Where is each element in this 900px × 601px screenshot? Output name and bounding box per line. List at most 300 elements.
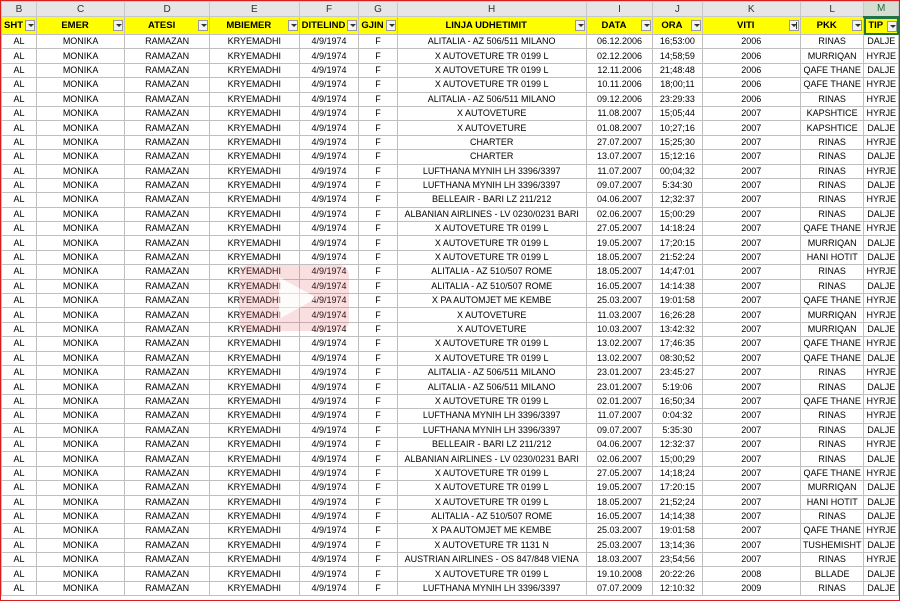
table-cell[interactable]: F	[359, 423, 397, 437]
table-cell[interactable]: 4/9/1974	[299, 495, 359, 509]
table-cell[interactable]: AL	[2, 337, 37, 351]
table-cell[interactable]: AL	[2, 135, 37, 149]
table-cell[interactable]: 4/9/1974	[299, 164, 359, 178]
table-cell[interactable]: AL	[2, 164, 37, 178]
table-cell[interactable]: KRYEMADHI	[210, 322, 300, 336]
table-cell[interactable]: F	[359, 92, 397, 106]
table-cell[interactable]: AL	[2, 222, 37, 236]
table-cell[interactable]: 4/9/1974	[299, 365, 359, 379]
table-cell[interactable]: 2006	[702, 49, 800, 63]
table-cell[interactable]: 4/9/1974	[299, 178, 359, 192]
table-cell[interactable]: KRYEMADHI	[210, 193, 300, 207]
table-cell[interactable]: 11.08.2007	[586, 106, 653, 120]
table-cell[interactable]: QAFE THANE	[800, 222, 864, 236]
table-cell[interactable]: 4/9/1974	[299, 49, 359, 63]
table-cell[interactable]: ALITALIA - AZ 510/507 ROME	[397, 265, 586, 279]
table-cell[interactable]: 2007	[702, 178, 800, 192]
table-cell[interactable]: 13.02.2007	[586, 337, 653, 351]
table-cell[interactable]: F	[359, 337, 397, 351]
table-cell[interactable]: KRYEMADHI	[210, 509, 300, 523]
table-cell[interactable]: RAMAZAN	[125, 495, 210, 509]
table-cell[interactable]: 16.05.2007	[586, 509, 653, 523]
table-cell[interactable]: KRYEMADHI	[210, 178, 300, 192]
table-cell[interactable]: X PA AUTOMJET ME KEMBE	[397, 294, 586, 308]
header-cell[interactable]	[702, 17, 800, 35]
table-cell[interactable]: AL	[2, 265, 37, 279]
table-cell[interactable]: 14:14:38	[653, 279, 702, 293]
table-cell[interactable]: AL	[2, 78, 37, 92]
table-cell[interactable]: RAMAZAN	[125, 538, 210, 552]
filter-dropdown-icon[interactable]	[575, 20, 585, 31]
table-cell[interactable]: ALITALIA - AZ 506/511 MILANO	[397, 365, 586, 379]
table-cell[interactable]: MONIKA	[37, 265, 125, 279]
table-cell[interactable]: 04.06.2007	[586, 437, 653, 451]
table-cell[interactable]: 19.10.2008	[586, 567, 653, 581]
table-cell[interactable]: 12.11.2006	[586, 63, 653, 77]
table-cell[interactable]: HYRJE	[864, 164, 899, 178]
column-letter-k[interactable]: K	[702, 2, 800, 17]
table-cell[interactable]: MONIKA	[37, 49, 125, 63]
table-cell[interactable]: X AUTOVETURE TR 0199 L	[397, 481, 586, 495]
table-cell[interactable]: 02.06.2007	[586, 452, 653, 466]
table-cell[interactable]: F	[359, 409, 397, 423]
table-cell[interactable]: RAMAZAN	[125, 394, 210, 408]
table-cell[interactable]: F	[359, 567, 397, 581]
table-cell[interactable]: X AUTOVETURE TR 0199 L	[397, 466, 586, 480]
table-cell[interactable]: 2007	[702, 351, 800, 365]
table-cell[interactable]: MURRIQAN	[800, 481, 864, 495]
table-cell[interactable]: X AUTOVETURE TR 1131 N	[397, 538, 586, 552]
table-cell[interactable]: 11.07.2007	[586, 164, 653, 178]
table-cell[interactable]: F	[359, 524, 397, 538]
table-cell[interactable]: AL	[2, 193, 37, 207]
table-cell[interactable]: 18.05.2007	[586, 250, 653, 264]
table-cell[interactable]: KRYEMADHI	[210, 121, 300, 135]
table-cell[interactable]: DALJE	[864, 121, 899, 135]
table-cell[interactable]: F	[359, 63, 397, 77]
table-cell[interactable]: MONIKA	[37, 394, 125, 408]
table-cell[interactable]: F	[359, 495, 397, 509]
table-cell[interactable]: 27.05.2007	[586, 466, 653, 480]
table-cell[interactable]: RINAS	[800, 581, 864, 595]
sort-descending-filter-icon[interactable]	[789, 20, 799, 31]
table-cell[interactable]: 4/9/1974	[299, 466, 359, 480]
table-cell[interactable]: KRYEMADHI	[210, 35, 300, 49]
table-cell[interactable]: ALITALIA - AZ 510/507 ROME	[397, 509, 586, 523]
table-cell[interactable]: RAMAZAN	[125, 49, 210, 63]
table-cell[interactable]: 2006	[702, 35, 800, 49]
table-cell[interactable]: HYRJE	[864, 222, 899, 236]
table-cell[interactable]: AL	[2, 236, 37, 250]
table-cell[interactable]: 14;18;24	[653, 466, 702, 480]
table-cell[interactable]: F	[359, 265, 397, 279]
table-cell[interactable]: 4/9/1974	[299, 481, 359, 495]
column-letter-j[interactable]: J	[653, 2, 702, 17]
filter-dropdown-icon[interactable]	[25, 20, 35, 31]
table-cell[interactable]: 4/9/1974	[299, 452, 359, 466]
header-cell[interactable]	[125, 17, 210, 35]
table-cell[interactable]: 11.03.2007	[586, 308, 653, 322]
table-cell[interactable]: QAFE THANE	[800, 294, 864, 308]
table-cell[interactable]: 21;48:48	[653, 63, 702, 77]
table-cell[interactable]: 11.07.2007	[586, 409, 653, 423]
table-cell[interactable]: AL	[2, 394, 37, 408]
table-cell[interactable]: KRYEMADHI	[210, 495, 300, 509]
table-cell[interactable]: QAFE THANE	[800, 337, 864, 351]
table-cell[interactable]: MONIKA	[37, 294, 125, 308]
table-cell[interactable]: KRYEMADHI	[210, 279, 300, 293]
table-cell[interactable]: MONIKA	[37, 222, 125, 236]
table-cell[interactable]: KRYEMADHI	[210, 49, 300, 63]
table-cell[interactable]: 19:01:58	[653, 294, 702, 308]
table-cell[interactable]: 17;46:35	[653, 337, 702, 351]
table-cell[interactable]: 13.07.2007	[586, 150, 653, 164]
table-cell[interactable]: RAMAZAN	[125, 294, 210, 308]
table-cell[interactable]: X PA AUTOMJET ME KEMBE	[397, 524, 586, 538]
filter-dropdown-icon[interactable]	[887, 21, 897, 32]
table-cell[interactable]: 2007	[702, 193, 800, 207]
table-cell[interactable]: X AUTOVETURE TR 0199 L	[397, 49, 586, 63]
table-cell[interactable]: 2007	[702, 135, 800, 149]
table-cell[interactable]: DALJE	[864, 63, 899, 77]
column-letter-d[interactable]: D	[125, 2, 210, 17]
table-cell[interactable]: HYRJE	[864, 106, 899, 120]
table-cell[interactable]: MONIKA	[37, 135, 125, 149]
table-cell[interactable]: 17:20:15	[653, 481, 702, 495]
table-cell[interactable]: ALITALIA - AZ 506/511 MILANO	[397, 92, 586, 106]
table-cell[interactable]: DALJE	[864, 423, 899, 437]
table-cell[interactable]: 19.05.2007	[586, 481, 653, 495]
table-cell[interactable]: 4/9/1974	[299, 337, 359, 351]
table-cell[interactable]: F	[359, 121, 397, 135]
filter-dropdown-icon[interactable]	[852, 20, 862, 31]
table-cell[interactable]: F	[359, 509, 397, 523]
table-cell[interactable]: 2007	[702, 322, 800, 336]
table-cell[interactable]: 2007	[702, 495, 800, 509]
table-cell[interactable]: MONIKA	[37, 553, 125, 567]
table-cell[interactable]: X AUTOVETURE	[397, 308, 586, 322]
table-cell[interactable]: 4/9/1974	[299, 294, 359, 308]
table-cell[interactable]: F	[359, 279, 397, 293]
table-cell[interactable]: KRYEMADHI	[210, 222, 300, 236]
table-cell[interactable]: AL	[2, 63, 37, 77]
table-cell[interactable]: 4/9/1974	[299, 581, 359, 595]
table-cell[interactable]: 4/9/1974	[299, 35, 359, 49]
table-cell[interactable]: 13.02.2007	[586, 351, 653, 365]
table-cell[interactable]: DALJE	[864, 481, 899, 495]
table-cell[interactable]: 25.03.2007	[586, 524, 653, 538]
table-cell[interactable]: RAMAZAN	[125, 92, 210, 106]
table-cell[interactable]: 5:19:06	[653, 380, 702, 394]
table-cell[interactable]: 4/9/1974	[299, 437, 359, 451]
table-cell[interactable]: 2006	[702, 92, 800, 106]
table-cell[interactable]: X AUTOVETURE TR 0199 L	[397, 495, 586, 509]
table-cell[interactable]: KRYEMADHI	[210, 92, 300, 106]
table-cell[interactable]: KRYEMADHI	[210, 481, 300, 495]
filter-dropdown-icon[interactable]	[113, 20, 123, 31]
table-cell[interactable]: 21:52:24	[653, 250, 702, 264]
table-cell[interactable]: F	[359, 308, 397, 322]
table-cell[interactable]: AL	[2, 207, 37, 221]
table-cell[interactable]: 18.03.2007	[586, 553, 653, 567]
table-cell[interactable]: 02.12.2006	[586, 49, 653, 63]
table-cell[interactable]: MURRIQAN	[800, 308, 864, 322]
table-cell[interactable]: 2007	[702, 121, 800, 135]
table-cell[interactable]: DALJE	[864, 322, 899, 336]
table-cell[interactable]: RINAS	[800, 509, 864, 523]
table-cell[interactable]: RINAS	[800, 265, 864, 279]
table-cell[interactable]: 2007	[702, 164, 800, 178]
table-cell[interactable]: RAMAZAN	[125, 63, 210, 77]
table-cell[interactable]: MONIKA	[37, 308, 125, 322]
table-cell[interactable]: 5:35:30	[653, 423, 702, 437]
header-cell[interactable]	[586, 17, 653, 35]
header-cell[interactable]	[653, 17, 702, 35]
table-cell[interactable]: 4/9/1974	[299, 538, 359, 552]
table-cell[interactable]: MONIKA	[37, 524, 125, 538]
table-cell[interactable]: MONIKA	[37, 236, 125, 250]
table-cell[interactable]: AL	[2, 250, 37, 264]
table-cell[interactable]: 19.05.2007	[586, 236, 653, 250]
table-cell[interactable]: MONIKA	[37, 538, 125, 552]
table-cell[interactable]: MONIKA	[37, 279, 125, 293]
table-cell[interactable]: AL	[2, 437, 37, 451]
table-cell[interactable]: DALJE	[864, 380, 899, 394]
table-cell[interactable]: F	[359, 106, 397, 120]
table-cell[interactable]: KRYEMADHI	[210, 365, 300, 379]
table-cell[interactable]: KAPSHTICE	[800, 106, 864, 120]
table-cell[interactable]: HYRJE	[864, 394, 899, 408]
table-cell[interactable]: AL	[2, 581, 37, 595]
table-cell[interactable]: RAMAZAN	[125, 365, 210, 379]
table-cell[interactable]: 2007	[702, 423, 800, 437]
table-cell[interactable]: 2007	[702, 207, 800, 221]
table-cell[interactable]: RINAS	[800, 207, 864, 221]
table-cell[interactable]: RAMAZAN	[125, 380, 210, 394]
table-cell[interactable]: 2007	[702, 222, 800, 236]
table-cell[interactable]: KRYEMADHI	[210, 409, 300, 423]
table-cell[interactable]: 15;00;29	[653, 452, 702, 466]
table-cell[interactable]: TUSHEMISHT	[800, 538, 864, 552]
column-letter-i[interactable]: I	[586, 2, 653, 17]
table-cell[interactable]: KRYEMADHI	[210, 380, 300, 394]
table-cell[interactable]: LUFTHANA MYNIH LH 3396/3397	[397, 423, 586, 437]
table-cell[interactable]: MONIKA	[37, 466, 125, 480]
table-cell[interactable]: 4/9/1974	[299, 193, 359, 207]
table-cell[interactable]: 16;26:28	[653, 308, 702, 322]
table-cell[interactable]: KRYEMADHI	[210, 466, 300, 480]
table-cell[interactable]: DALJE	[864, 279, 899, 293]
table-cell[interactable]: MURRIQAN	[800, 322, 864, 336]
table-cell[interactable]: X AUTOVETURE TR 0199 L	[397, 63, 586, 77]
table-cell[interactable]: AL	[2, 452, 37, 466]
table-cell[interactable]: HYRJE	[864, 553, 899, 567]
table-cell[interactable]: 4/9/1974	[299, 279, 359, 293]
table-cell[interactable]: MONIKA	[37, 581, 125, 595]
table-cell[interactable]: LUFTHANA MYNIH LH 3396/3397	[397, 178, 586, 192]
table-cell[interactable]: MONIKA	[37, 150, 125, 164]
table-cell[interactable]: AL	[2, 365, 37, 379]
table-cell[interactable]: HYRJE	[864, 49, 899, 63]
table-cell[interactable]: 18;00;11	[653, 78, 702, 92]
table-cell[interactable]: BLLADE	[800, 567, 864, 581]
table-cell[interactable]: 15;25;30	[653, 135, 702, 149]
table-cell[interactable]: MONIKA	[37, 63, 125, 77]
table-cell[interactable]: DALJE	[864, 250, 899, 264]
table-cell[interactable]: 15;00:29	[653, 207, 702, 221]
table-cell[interactable]: RAMAZAN	[125, 481, 210, 495]
table-cell[interactable]: X AUTOVETURE	[397, 121, 586, 135]
table-cell[interactable]: RINAS	[800, 380, 864, 394]
table-cell[interactable]: F	[359, 538, 397, 552]
table-cell[interactable]: 19:01:58	[653, 524, 702, 538]
table-cell[interactable]: DALJE	[864, 351, 899, 365]
table-cell[interactable]: 4/9/1974	[299, 553, 359, 567]
table-cell[interactable]: AL	[2, 150, 37, 164]
table-cell[interactable]: AL	[2, 524, 37, 538]
table-cell[interactable]: HYRJE	[864, 524, 899, 538]
table-cell[interactable]: 06.12.2006	[586, 35, 653, 49]
table-cell[interactable]: 16.05.2007	[586, 279, 653, 293]
table-cell[interactable]: HANI HOTIT	[800, 250, 864, 264]
table-cell[interactable]: RAMAZAN	[125, 222, 210, 236]
table-cell[interactable]: F	[359, 222, 397, 236]
table-cell[interactable]: ALBANIAN AIRLINES - LV 0230/0231 BARI	[397, 452, 586, 466]
table-cell[interactable]: 12:32:37	[653, 437, 702, 451]
table-cell[interactable]: RAMAZAN	[125, 193, 210, 207]
table-cell[interactable]: KRYEMADHI	[210, 164, 300, 178]
table-cell[interactable]: KRYEMADHI	[210, 567, 300, 581]
table-cell[interactable]: RINAS	[800, 437, 864, 451]
table-cell[interactable]: KRYEMADHI	[210, 150, 300, 164]
filter-dropdown-icon[interactable]	[691, 20, 701, 31]
table-cell[interactable]: MONIKA	[37, 437, 125, 451]
table-cell[interactable]: RINAS	[800, 553, 864, 567]
table-cell[interactable]: 2007	[702, 365, 800, 379]
table-cell[interactable]: KRYEMADHI	[210, 452, 300, 466]
table-cell[interactable]: 2006	[702, 78, 800, 92]
table-cell[interactable]: 21;52;24	[653, 495, 702, 509]
table-cell[interactable]: 09.07.2007	[586, 178, 653, 192]
table-cell[interactable]: BELLEAIR - BARI LZ 211/212	[397, 437, 586, 451]
table-cell[interactable]: MONIKA	[37, 351, 125, 365]
table-cell[interactable]: MONIKA	[37, 380, 125, 394]
column-letter-h[interactable]: H	[397, 2, 586, 17]
table-cell[interactable]: F	[359, 150, 397, 164]
table-cell[interactable]: F	[359, 553, 397, 567]
table-cell[interactable]: 27.07.2007	[586, 135, 653, 149]
table-cell[interactable]: RAMAZAN	[125, 236, 210, 250]
table-cell[interactable]: AL	[2, 481, 37, 495]
table-cell[interactable]: QAFE THANE	[800, 466, 864, 480]
table-cell[interactable]: 17;20:15	[653, 236, 702, 250]
table-cell[interactable]: 2007	[702, 481, 800, 495]
table-cell[interactable]: 4/9/1974	[299, 409, 359, 423]
table-cell[interactable]: 2007	[702, 409, 800, 423]
table-cell[interactable]: 25.03.2007	[586, 294, 653, 308]
table-cell[interactable]: DALJE	[864, 452, 899, 466]
table-cell[interactable]: 02.01.2007	[586, 394, 653, 408]
table-cell[interactable]: MONIKA	[37, 409, 125, 423]
table-cell[interactable]: RAMAZAN	[125, 78, 210, 92]
column-letter-f[interactable]: F	[299, 2, 359, 17]
table-cell[interactable]: 2007	[702, 308, 800, 322]
table-cell[interactable]: LUFTHANA MYNIH LH 3396/3397	[397, 409, 586, 423]
table-cell[interactable]: HYRJE	[864, 337, 899, 351]
table-cell[interactable]: 4/9/1974	[299, 308, 359, 322]
table-cell[interactable]: RINAS	[800, 164, 864, 178]
table-cell[interactable]: BELLEAIR - BARI LZ 211/212	[397, 193, 586, 207]
table-cell[interactable]: KRYEMADHI	[210, 437, 300, 451]
table-cell[interactable]: MONIKA	[37, 509, 125, 523]
table-cell[interactable]: F	[359, 322, 397, 336]
table-cell[interactable]: RAMAZAN	[125, 509, 210, 523]
table-cell[interactable]: F	[359, 452, 397, 466]
header-cell[interactable]	[397, 17, 586, 35]
table-cell[interactable]: AL	[2, 423, 37, 437]
table-cell[interactable]: LUFTHANA MYNIH LH 3396/3397	[397, 581, 586, 595]
table-cell[interactable]: RAMAZAN	[125, 207, 210, 221]
table-cell[interactable]: MONIKA	[37, 365, 125, 379]
table-cell[interactable]: CHARTER	[397, 135, 586, 149]
table-cell[interactable]: 18.05.2007	[586, 265, 653, 279]
table-cell[interactable]: MONIKA	[37, 164, 125, 178]
table-cell[interactable]: AL	[2, 351, 37, 365]
table-cell[interactable]: AL	[2, 409, 37, 423]
table-cell[interactable]: 04.06.2007	[586, 193, 653, 207]
table-cell[interactable]: F	[359, 394, 397, 408]
table-cell[interactable]: AL	[2, 35, 37, 49]
table-cell[interactable]: 2008	[702, 567, 800, 581]
table-cell[interactable]: RAMAZAN	[125, 409, 210, 423]
table-cell[interactable]: KRYEMADHI	[210, 553, 300, 567]
table-cell[interactable]: 2007	[702, 524, 800, 538]
table-cell[interactable]: MONIKA	[37, 452, 125, 466]
table-cell[interactable]: 23:29:33	[653, 92, 702, 106]
column-letter-m[interactable]: M	[864, 2, 899, 17]
table-cell[interactable]: RINAS	[800, 150, 864, 164]
filter-dropdown-icon[interactable]	[288, 20, 298, 31]
table-cell[interactable]: 2007	[702, 380, 800, 394]
table-cell[interactable]: HYRJE	[864, 193, 899, 207]
table-cell[interactable]: 18.05.2007	[586, 495, 653, 509]
table-cell[interactable]: RINAS	[800, 193, 864, 207]
column-letter-e[interactable]: E	[210, 2, 300, 17]
table-cell[interactable]: HYRJE	[864, 308, 899, 322]
table-cell[interactable]: AL	[2, 322, 37, 336]
table-cell[interactable]: AL	[2, 106, 37, 120]
table-cell[interactable]: RINAS	[800, 178, 864, 192]
table-cell[interactable]: F	[359, 35, 397, 49]
header-cell[interactable]	[864, 17, 899, 35]
table-cell[interactable]: QAFE THANE	[800, 524, 864, 538]
table-cell[interactable]: 2007	[702, 509, 800, 523]
table-cell[interactable]: AL	[2, 538, 37, 552]
table-cell[interactable]: 13;14;36	[653, 538, 702, 552]
table-cell[interactable]: 2007	[702, 279, 800, 293]
table-cell[interactable]: HYRJE	[864, 135, 899, 149]
table-cell[interactable]: RAMAZAN	[125, 437, 210, 451]
table-cell[interactable]: 2007	[702, 452, 800, 466]
table-cell[interactable]: 2006	[702, 63, 800, 77]
table-cell[interactable]: RINAS	[800, 279, 864, 293]
table-cell[interactable]: QAFE THANE	[800, 63, 864, 77]
table-cell[interactable]: X AUTOVETURE	[397, 322, 586, 336]
table-cell[interactable]: RAMAZAN	[125, 524, 210, 538]
table-cell[interactable]: QAFE THANE	[800, 351, 864, 365]
table-cell[interactable]: 10.11.2006	[586, 78, 653, 92]
header-cell[interactable]	[359, 17, 397, 35]
